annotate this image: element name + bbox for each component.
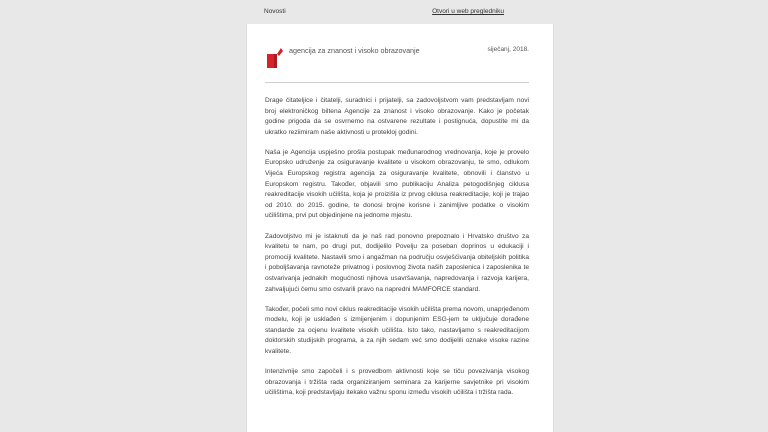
paragraph-3: Zadovoljstvo mi je istaknuti da je naš rad ponovno prepoznalo i Hrvatsko društvo za kvalitetu te nam, po drugi put, dodijelilo Povelju za poseban doprinos u edukaciji i promociji kvalitete. Nastavili smo i angažman na području osvješćivanja obiteljskih politika i poboljšavanja ravnoteže privatnog i poslovnog života naših zaposlenica i zaposlenika te ostvarivanja jednakih mogućnosti njihova usavršavanja, napredovanja i razvoja karijera, zahvaljujući čemu smo ostvarili pravo na napredni MAMFORCE standard. <box>265 232 529 293</box>
agency-name: agencija za znanost i visoko obrazovanje <box>289 46 420 55</box>
paragraph-1: Drage čitateljice i čitatelji, suradnici i prijatelji, sa zadovoljstvom vam predstavljam novi broj elektroničkog biltena Agencije za znanost i visoko obrazovanje. Kako je početak godine prigoda da se osvrnemo na ostvarene rezultate i postignuća, dopustite mi da ukratko reziimiram naše aktivnosti u protekloj godini. <box>265 97 529 136</box>
header-divider <box>265 82 529 83</box>
top-bar <box>0 0 768 24</box>
newsletter-body <box>265 96 529 408</box>
paragraph-2: Naša je Agencija uspješno prošla postupak međunarodnog vrednovanja, koje je provelo Europsko udruženje za osiguravanje kvalitete u visokom obrazovanju, te smo, odlukom Vijeća Europskog registra agencija za osiguravanje kvalitete, obnovili i članstvo u Europskom registru. Također, objavili smo publikaciju Analiza petogodišnjeg ciklusa reakreditacije visokih učilišta, koja je proizišla iz prvog ciklusa reakreditacije, koji je trajao od 2010. do 2015. godine, te donosi brojne korisne i zanimljive podatke o visokim učilištima, prvi put objedinjene na jednome mjestu. <box>265 148 529 220</box>
paragraph-4: Također, počeli smo novi ciklus reakreditacije visokih učilišta prema novom, unaprjeđenom modelu, koji je usklađen s izmijenjenim i dopunjenim ESG-jem te uključuje dorađene standarde za ocjenu kvalitete visokih učilišta. Isto tako, nastavljamo s reakreditacijom doktorskih studijskih programa, a za njih sedam već smo dodijelili oznake visoke razine kvalitete. <box>265 305 529 355</box>
newsletter-sheet <box>246 24 554 432</box>
open-in-browser-link[interactable]: Otvori u web pregledniku <box>432 8 504 15</box>
paragraph-5: Intenzivnije smo započeli i s provedbom aktivnosti koje se tiču povezivanja visokog obrazovanja i tržišta rada organiziranjem seminara za karijerne savjetnike pri visokim učilištima, koji predstavljaju itekako važnu sponu između visokih učilišta i tržišta rada. <box>265 368 529 397</box>
section-label: Novosti <box>264 8 286 15</box>
issue-date: siječanj, 2018. <box>487 46 529 53</box>
